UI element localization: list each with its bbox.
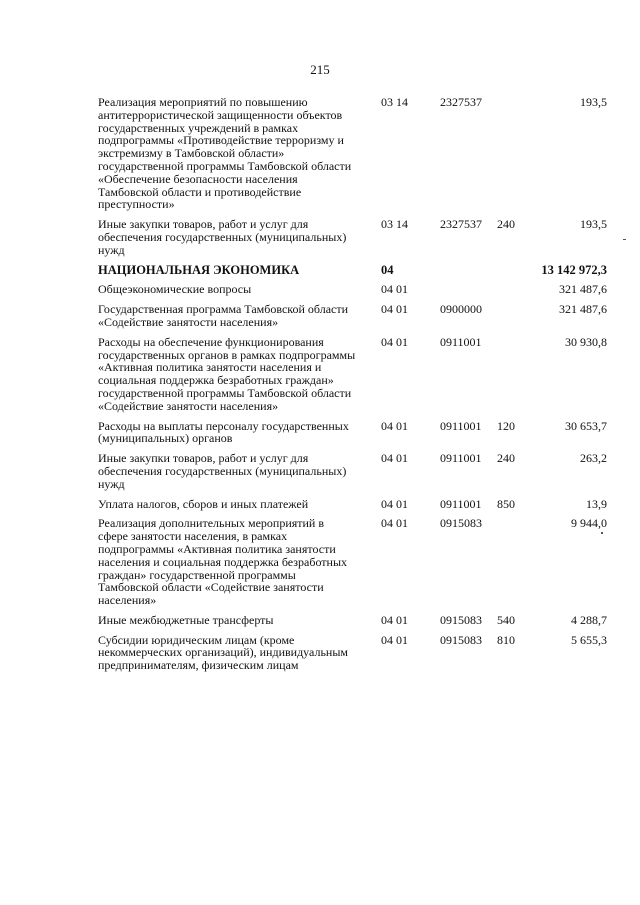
row-expense-code: 810: [497, 632, 515, 647]
row-target-code: 0911001: [440, 451, 482, 466]
table-row: [0, 517, 640, 607]
row-target-code: 0915083: [440, 632, 482, 647]
row-amount: 4 288,7: [571, 612, 607, 627]
row-name: Расходы на выплаты персоналу государственных (муниципальных) органов: [98, 418, 349, 446]
row-section-code: 03 14: [381, 217, 408, 232]
row-amount: 30 930,8: [565, 334, 607, 349]
table-row: [0, 452, 640, 490]
row-target-code: 2327537: [440, 217, 482, 232]
row-expense-code: 540: [497, 612, 515, 627]
row-expense-code: 240: [497, 217, 515, 232]
row-amount: 9 944,0: [571, 516, 607, 531]
row-amount: 193,5: [580, 95, 607, 109]
scan-mark: [601, 532, 603, 534]
row-section-code: 04 01: [381, 632, 408, 647]
row-section-code: 03 14: [381, 95, 408, 109]
row-name: НАЦИОНАЛЬНАЯ ЭКОНОМИКА: [98, 262, 300, 277]
row-target-code: 2327537: [440, 95, 482, 109]
row-target-code: 0911001: [440, 418, 482, 433]
row-target-code: 0911001: [440, 496, 482, 511]
table-row: [0, 498, 640, 511]
row-section-code: 04 01: [381, 282, 408, 297]
row-name: Реализация дополнительных мероприятий в сфере занятости населения, в рамках подпрограммы «Активная политика занятости населения и социальная поддержка безработных граждан» государственной программы Тамбовской области «Содействие занятости населения»: [98, 516, 348, 608]
row-target-code: 0915083: [440, 516, 482, 531]
table-row: [0, 96, 640, 211]
row-section-code: 04 01: [381, 496, 408, 511]
row-section-code: 04 01: [381, 418, 408, 433]
row-name: Уплата налогов, сборов и иных платежей: [98, 496, 309, 511]
row-section-code: 04 01: [381, 451, 408, 466]
table-row: [0, 420, 640, 446]
row-target-code: 0915083: [440, 612, 482, 627]
row-name: Иные межбюджетные трансферты: [98, 612, 274, 627]
table-row: [0, 264, 640, 277]
row-amount: 13,9: [586, 496, 607, 511]
row-target-code: 0911001: [440, 334, 482, 349]
row-expense-code: 850: [497, 496, 515, 511]
row-expense-code: 120: [497, 418, 515, 433]
row-section-code: 04 01: [381, 516, 408, 531]
row-amount: 263,2: [580, 451, 607, 466]
row-name: Субсидии юридическим лицам (кроме некоммерческих организаций), индивидуальным предпринимателям, физическим лицам: [98, 632, 348, 673]
page-number: 215: [310, 62, 330, 77]
row-section-code: 04 01: [381, 334, 408, 349]
budget-table: [0, 96, 640, 679]
row-target-code: 0900000: [440, 302, 482, 317]
row-section-code: 04 01: [381, 612, 408, 627]
row-amount: 5 655,3: [571, 632, 607, 647]
table-row: [0, 218, 640, 256]
row-name: Государственная программа Тамбовской области «Содействие занятости населения»: [98, 302, 349, 329]
table-row: [0, 283, 640, 296]
table-row: [0, 303, 640, 329]
table-row: [0, 336, 640, 413]
row-name: Общеэкономические вопросы: [98, 282, 252, 297]
scan-mark: [623, 239, 626, 240]
row-amount: 193,5: [580, 217, 607, 232]
row-amount: 321 487,6: [559, 282, 607, 297]
row-expense-code: 240: [497, 451, 515, 466]
table-row: [0, 614, 640, 627]
table-row: [0, 634, 640, 672]
row-section-code: 04: [381, 262, 394, 277]
row-amount: 13 142 972,3: [541, 262, 607, 277]
row-name: Иные закупки товаров, работ и услуг для обеспечения государственных (муниципальных) нужд: [98, 217, 347, 257]
row-section-code: 04 01: [381, 302, 408, 317]
row-amount: 30 653,7: [565, 418, 607, 433]
row-name: Реализация мероприятий по повышению антитеррористической защищенности объектов государственных учреждений в рамках подпрограммы «Противодействие терроризму и экстремизму в Тамбовской области» государственной программы Тамбовской области «Обеспечение безопасности населения Тамбовской области и противодействие преступности»: [98, 95, 352, 212]
row-name: Расходы на обеспечение функционирования государственных органов в рамках подпрограммы «Активная политика занятости населения и социальная поддержка безработных граждан» государственной программы Тамбовской области «Содействие занятости населения»: [98, 334, 356, 413]
row-amount: 321 487,6: [559, 302, 607, 317]
row-name: Иные закупки товаров, работ и услуг для обеспечения государственных (муниципальных) нужд: [98, 451, 347, 491]
